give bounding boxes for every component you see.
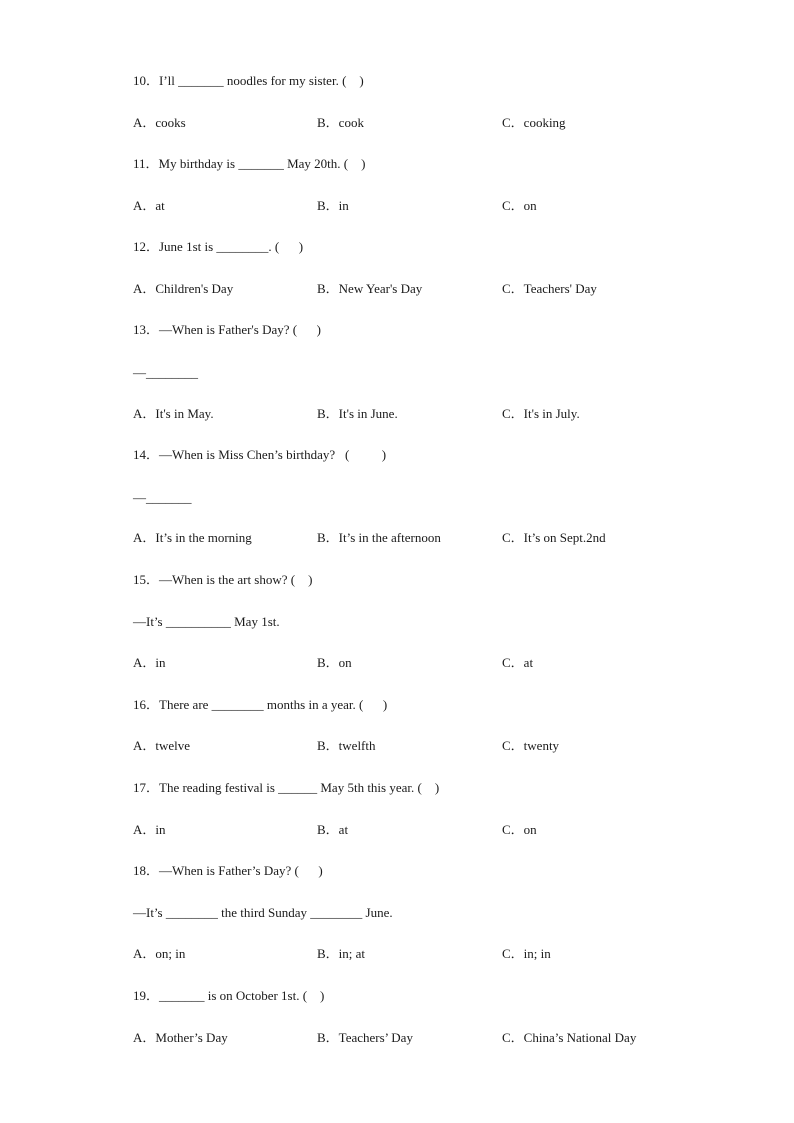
option-b[interactable]: B．cook bbox=[317, 115, 364, 130]
option-a[interactable]: A．cooks bbox=[133, 115, 186, 130]
question-stem: 10．I’ll _______ noodles for my sister. ( ) bbox=[133, 73, 364, 88]
answer-line: —_______ bbox=[133, 490, 192, 505]
option-a[interactable]: A．Mother’s Day bbox=[133, 1030, 228, 1045]
option-a[interactable]: A．at bbox=[133, 198, 165, 213]
answer-line: —It’s ________ the third Sunday ________ June. bbox=[133, 905, 393, 920]
option-row bbox=[133, 946, 693, 962]
option-a[interactable]: A．It’s in the morning bbox=[133, 530, 252, 545]
question-stem: 19．_______ is on October 1st. ( ) bbox=[133, 988, 325, 1003]
option-row bbox=[133, 1030, 693, 1046]
question-stem: 16．There are ________ months in a year. ( ) bbox=[133, 697, 388, 712]
option-c[interactable]: C．It’s on Sept.2nd bbox=[502, 530, 606, 545]
question-stem: 13．—When is Father's Day? ( ) bbox=[133, 322, 321, 337]
option-b[interactable]: B．twelfth bbox=[317, 738, 376, 753]
option-c[interactable]: C．cooking bbox=[502, 115, 566, 130]
option-row bbox=[133, 115, 693, 131]
option-row bbox=[133, 530, 693, 546]
option-row bbox=[133, 655, 693, 671]
option-row bbox=[133, 738, 693, 754]
option-c[interactable]: C．China’s National Day bbox=[502, 1030, 637, 1045]
question-stem: 14．—When is Miss Chen’s birthday? ( ) bbox=[133, 447, 387, 462]
option-b[interactable]: B．in bbox=[317, 198, 349, 213]
option-c[interactable]: C．in; in bbox=[502, 946, 551, 961]
option-c[interactable]: C．on bbox=[502, 198, 537, 213]
option-a[interactable]: A．on; in bbox=[133, 946, 186, 961]
option-b[interactable]: B．in; at bbox=[317, 946, 366, 961]
question-stem: 18．—When is Father’s Day? ( ) bbox=[133, 863, 323, 878]
option-a[interactable]: A．in bbox=[133, 655, 166, 670]
option-row bbox=[133, 198, 693, 214]
option-b[interactable]: B．New Year's Day bbox=[317, 281, 423, 296]
option-c[interactable]: C．It's in July. bbox=[502, 406, 580, 421]
answer-line: —________ bbox=[133, 365, 198, 380]
option-row bbox=[133, 281, 693, 297]
option-b[interactable]: B．Teachers’ Day bbox=[317, 1030, 413, 1045]
answer-line: —It’s __________ May 1st. bbox=[133, 614, 280, 629]
option-b[interactable]: B．on bbox=[317, 655, 352, 670]
option-row bbox=[133, 822, 693, 838]
option-c[interactable]: C．Teachers' Day bbox=[502, 281, 597, 296]
option-row bbox=[133, 406, 693, 422]
option-b[interactable]: B．at bbox=[317, 822, 349, 837]
question-stem: 11．My birthday is _______ May 20th. ( ) bbox=[133, 156, 366, 171]
option-c[interactable]: C．on bbox=[502, 822, 537, 837]
question-stem: 12．June 1st is ________. ( ) bbox=[133, 239, 304, 254]
option-a[interactable]: A．twelve bbox=[133, 738, 191, 753]
option-b[interactable]: B．It’s in the afternoon bbox=[317, 530, 441, 545]
option-a[interactable]: A．in bbox=[133, 822, 166, 837]
option-a[interactable]: A．It's in May. bbox=[133, 406, 214, 421]
option-c[interactable]: C．twenty bbox=[502, 738, 560, 753]
option-a[interactable]: A．Children's Day bbox=[133, 281, 234, 296]
option-c[interactable]: C．at bbox=[502, 655, 534, 670]
question-stem: 15．—When is the art show? ( ) bbox=[133, 572, 313, 587]
option-b[interactable]: B．It's in June. bbox=[317, 406, 398, 421]
question-stem: 17．The reading festival is ______ May 5th this year. ( ) bbox=[133, 780, 440, 795]
